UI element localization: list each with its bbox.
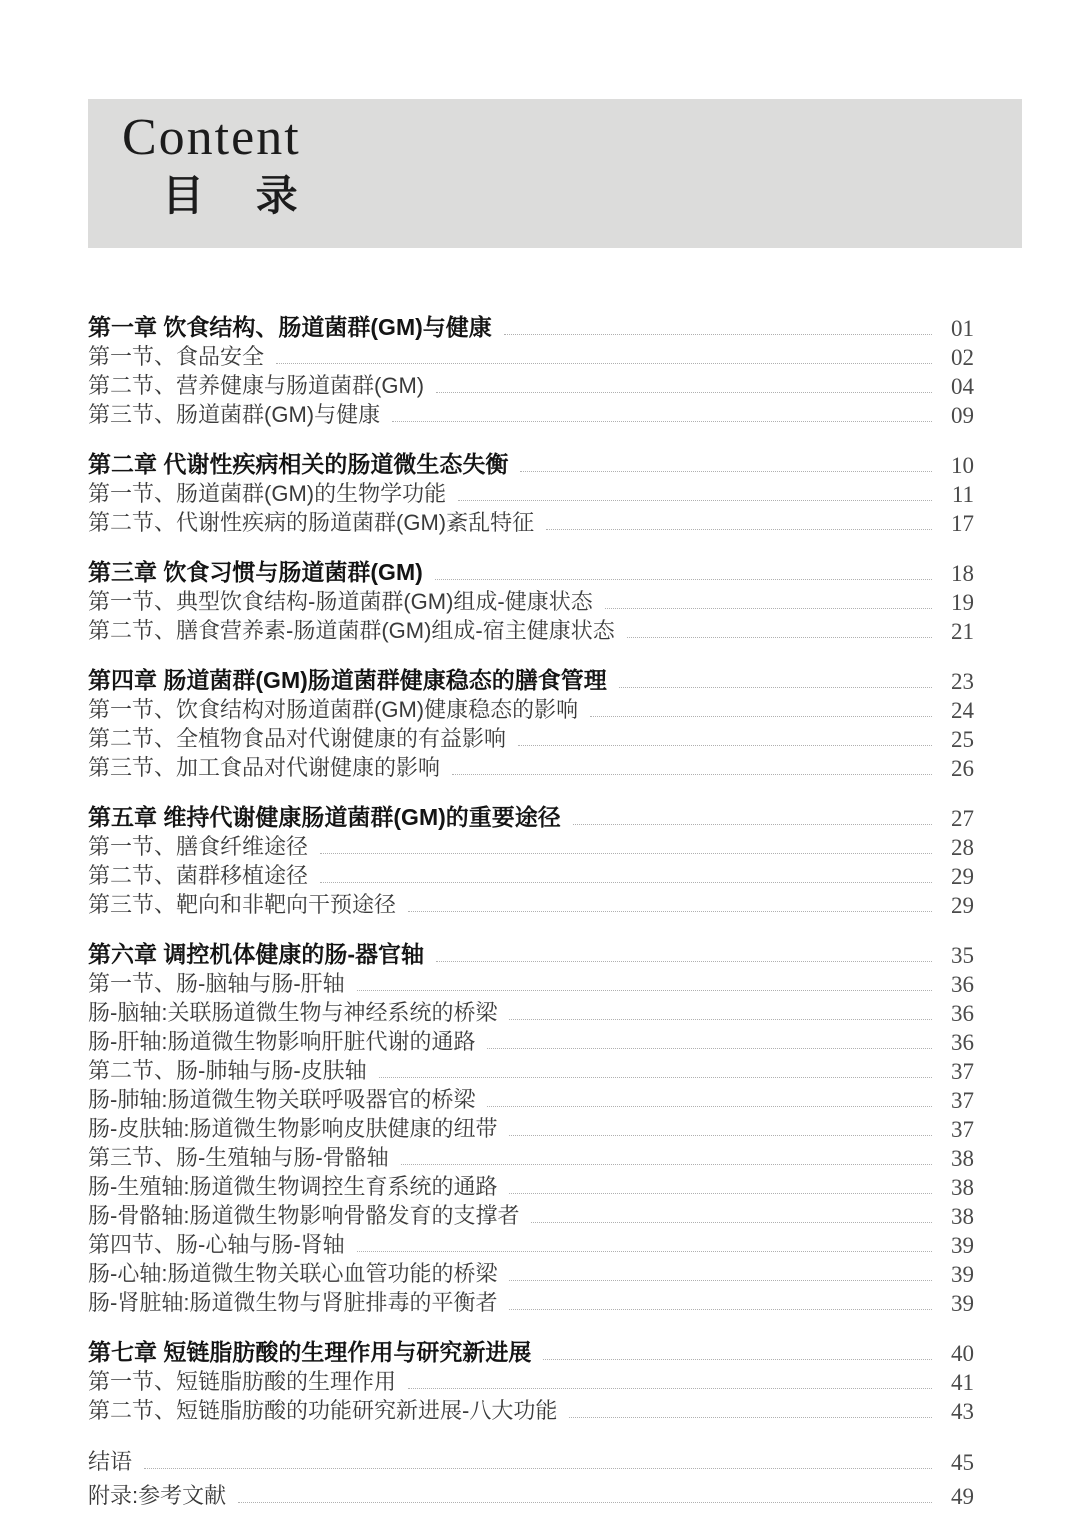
page-number: 40 — [951, 1341, 974, 1366]
toc-chapter-row — [88, 802, 974, 832]
page-number: 26 — [951, 756, 974, 781]
page-number: 10 — [951, 453, 974, 478]
page-number: 29 — [951, 864, 974, 889]
toc-chapter-row — [88, 312, 974, 342]
page-number: 35 — [951, 943, 974, 968]
toc-section-row — [88, 342, 974, 371]
dotted-leader — [357, 989, 932, 991]
toc-entry-label: 第一节、饮食结构对肠道菌群(GM)健康稳态的影响 — [88, 697, 579, 722]
page-number: 36 — [951, 1030, 974, 1055]
toc-group — [88, 939, 974, 1317]
page-number: 38 — [951, 1146, 974, 1171]
page-number: 18 — [951, 561, 974, 586]
page-number: 37 — [951, 1059, 974, 1084]
toc-chapter-row — [88, 449, 974, 479]
page-number: 28 — [951, 835, 974, 860]
toc-entry-label: 附录:参考文献 — [88, 1483, 227, 1508]
toc-section-row — [88, 1367, 974, 1396]
toc-section-row — [88, 1172, 974, 1201]
toc-entry-label: 第五章 维持代谢健康肠道菌群(GM)的重要途径 — [88, 804, 561, 830]
toc-section-row — [88, 508, 974, 537]
toc-entry-label: 第一节、膳食纤维途径 — [88, 834, 309, 859]
dotted-leader — [144, 1467, 932, 1469]
toc-entry-label: 肠-肝轴:肠道微生物影响肝脏代谢的通路 — [88, 1029, 476, 1054]
dotted-leader — [509, 1018, 932, 1020]
toc-entry-label: 第二章 代谢性疾病相关的肠道微生态失衡 — [88, 451, 509, 477]
toc-entry-label: 第二节、全植物食品对代谢健康的有益影响 — [88, 726, 507, 751]
toc-entry-label: 第一章 饮食结构、肠道菌群(GM)与健康 — [88, 314, 492, 340]
dotted-leader — [509, 1279, 932, 1281]
dotted-leader — [546, 528, 932, 530]
dotted-leader — [357, 1250, 932, 1252]
page-number: 21 — [951, 619, 974, 644]
toc-group — [88, 665, 974, 782]
toc-section-row — [88, 1288, 974, 1317]
toc-group — [88, 1337, 974, 1425]
dotted-leader — [452, 773, 932, 775]
dotted-leader — [520, 470, 932, 472]
toc-section-row — [88, 371, 974, 400]
toc-entry-label: 第二节、菌群移植途径 — [88, 863, 309, 888]
toc-section-row — [88, 969, 974, 998]
toc-entry-label: 第二节、肠-肺轴与肠-皮肤轴 — [88, 1058, 367, 1083]
toc-group — [88, 557, 974, 645]
page-number: 37 — [951, 1088, 974, 1113]
page-number: 38 — [951, 1204, 974, 1229]
toc-entry-label: 肠-生殖轴:肠道微生物调控生育系统的通路 — [88, 1174, 498, 1199]
page-number: 04 — [951, 374, 974, 399]
toc-entry-label: 第一节、食品安全 — [88, 344, 265, 369]
page-number: 19 — [951, 590, 974, 615]
dotted-leader — [605, 607, 932, 609]
dotted-leader — [509, 1308, 932, 1310]
dotted-leader — [487, 1105, 932, 1107]
dotted-leader — [619, 686, 932, 688]
toc-section-row — [88, 1259, 974, 1288]
dotted-leader — [379, 1076, 932, 1078]
toc-entry-label: 肠-骨骼轴:肠道微生物影响骨骼发育的支撑者 — [88, 1203, 520, 1228]
toc-entry-label: 第二节、膳食营养素-肠道菌群(GM)组成-宿主健康状态 — [88, 618, 615, 643]
dotted-leader — [569, 1416, 932, 1418]
toc-section-row — [88, 1114, 974, 1143]
dotted-leader — [392, 420, 932, 422]
dotted-leader — [518, 744, 932, 746]
toc-entry-label: 肠-肺轴:肠道微生物关联呼吸器官的桥梁 — [88, 1087, 476, 1112]
page-title-english: Content — [122, 109, 301, 166]
toc-chapter-row — [88, 557, 974, 587]
toc-section-row — [88, 1445, 974, 1476]
page-number: 27 — [951, 806, 974, 831]
toc-entry-label: 第一节、肠道菌群(GM)的生物学功能 — [88, 481, 447, 506]
toc-section-row — [88, 616, 974, 645]
toc-entry-label: 肠-肾脏轴:肠道微生物与肾脏排毒的平衡者 — [88, 1290, 498, 1315]
toc-group — [88, 802, 974, 919]
page-number: 11 — [951, 482, 974, 507]
page-number: 36 — [951, 972, 974, 997]
page-number: 23 — [951, 669, 974, 694]
header-banner — [88, 99, 1022, 248]
dotted-leader — [504, 333, 932, 335]
dotted-leader — [408, 910, 932, 912]
toc-section-row — [88, 479, 974, 508]
toc-entry-label: 第六章 调控机体健康的肠-器官轴 — [88, 941, 425, 967]
page-number: 01 — [951, 316, 974, 341]
page-number: 39 — [951, 1233, 974, 1258]
dotted-leader — [320, 881, 932, 883]
page-number: 09 — [951, 403, 974, 428]
toc-entry-label: 第二节、短链脂肪酸的功能研究新进展-八大功能 — [88, 1398, 558, 1423]
toc-section-row — [88, 861, 974, 890]
toc-entry-label: 第四章 肠道菌群(GM)肠道菌群健康稳态的膳食管理 — [88, 667, 607, 693]
toc-entry-label: 第七章 短链脂肪酸的生理作用与研究新进展 — [88, 1339, 532, 1365]
page-number: 37 — [951, 1117, 974, 1142]
toc-section-row — [88, 587, 974, 616]
dotted-leader — [436, 391, 932, 393]
toc-section-row — [88, 1027, 974, 1056]
toc-chapter-row — [88, 939, 974, 969]
toc-section-row — [88, 890, 974, 919]
toc-entry-label: 第三节、加工食品对代谢健康的影响 — [88, 755, 441, 780]
page-number: 17 — [951, 511, 974, 536]
toc-entry-label: 第三节、肠-生殖轴与肠-骨骼轴 — [88, 1145, 389, 1170]
toc-entry-label: 第二节、营养健康与肠道菌群(GM) — [88, 373, 425, 398]
dotted-leader — [543, 1358, 932, 1360]
page-title-chinese: 目 录 — [162, 172, 318, 219]
page-number: 39 — [951, 1291, 974, 1316]
toc-entry-label: 第一节、典型饮食结构-肠道菌群(GM)组成-健康状态 — [88, 589, 593, 614]
toc — [88, 312, 974, 1510]
dotted-leader — [320, 852, 932, 854]
page-number: 29 — [951, 893, 974, 918]
dotted-leader — [531, 1221, 932, 1223]
toc-group — [88, 449, 974, 537]
toc-group — [88, 312, 974, 429]
toc-chapter-row — [88, 1337, 974, 1367]
toc-section-row — [88, 1479, 974, 1510]
dotted-leader — [509, 1134, 932, 1136]
toc-entry-label: 第三章 饮食习惯与肠道菌群(GM) — [88, 559, 423, 585]
toc-section-row — [88, 753, 974, 782]
toc-entry-label: 第二节、代谢性疾病的肠道菌群(GM)紊乱特征 — [88, 510, 535, 535]
toc-entry-label: 第四节、肠-心轴与肠-肾轴 — [88, 1232, 345, 1257]
toc-tail — [88, 1445, 974, 1510]
toc-section-row — [88, 998, 974, 1027]
dotted-leader — [573, 823, 932, 825]
page-number: 36 — [951, 1001, 974, 1026]
toc-section-row — [88, 695, 974, 724]
dotted-leader — [627, 636, 932, 638]
toc-section-row — [88, 1056, 974, 1085]
dotted-leader — [401, 1163, 932, 1165]
toc-entry-label: 第一节、肠-脑轴与肠-肝轴 — [88, 971, 345, 996]
toc-section-row — [88, 1396, 974, 1425]
toc-entry-label: 肠-心轴:肠道微生物关联心血管功能的桥梁 — [88, 1261, 498, 1286]
toc-chapter-row — [88, 665, 974, 695]
toc-section-row — [88, 1201, 974, 1230]
page-number: 24 — [951, 698, 974, 723]
toc-entry-label: 第三节、肠道菌群(GM)与健康 — [88, 402, 381, 427]
dotted-leader — [487, 1047, 932, 1049]
toc-section-row — [88, 832, 974, 861]
dotted-leader — [435, 578, 932, 580]
toc-entry-label: 结语 — [88, 1449, 133, 1474]
dotted-leader — [458, 499, 932, 501]
dotted-leader — [590, 715, 932, 717]
toc-entry-label: 第三节、靶向和非靶向干预途径 — [88, 892, 397, 917]
toc-section-row — [88, 724, 974, 753]
page-number: 38 — [951, 1175, 974, 1200]
toc-section-row — [88, 400, 974, 429]
page-number: 39 — [951, 1262, 974, 1287]
page-number: 43 — [951, 1399, 974, 1424]
page-number: 25 — [951, 727, 974, 752]
dotted-leader — [436, 960, 932, 962]
page-number: 49 — [951, 1484, 974, 1509]
page-number: 02 — [951, 345, 974, 370]
toc-section-row — [88, 1085, 974, 1114]
toc-entry-label: 肠-脑轴:关联肠道微生物与神经系统的桥梁 — [88, 1000, 498, 1025]
toc-entry-label: 肠-皮肤轴:肠道微生物影响皮肤健康的纽带 — [88, 1116, 498, 1141]
page-number: 45 — [951, 1450, 974, 1475]
toc-section-row — [88, 1143, 974, 1172]
dotted-leader — [276, 362, 932, 364]
toc-section-row — [88, 1230, 974, 1259]
dotted-leader — [509, 1192, 932, 1194]
page-number: 41 — [951, 1370, 974, 1395]
dotted-leader — [408, 1387, 932, 1389]
dotted-leader — [238, 1501, 932, 1503]
toc-entry-label: 第一节、短链脂肪酸的生理作用 — [88, 1369, 397, 1394]
